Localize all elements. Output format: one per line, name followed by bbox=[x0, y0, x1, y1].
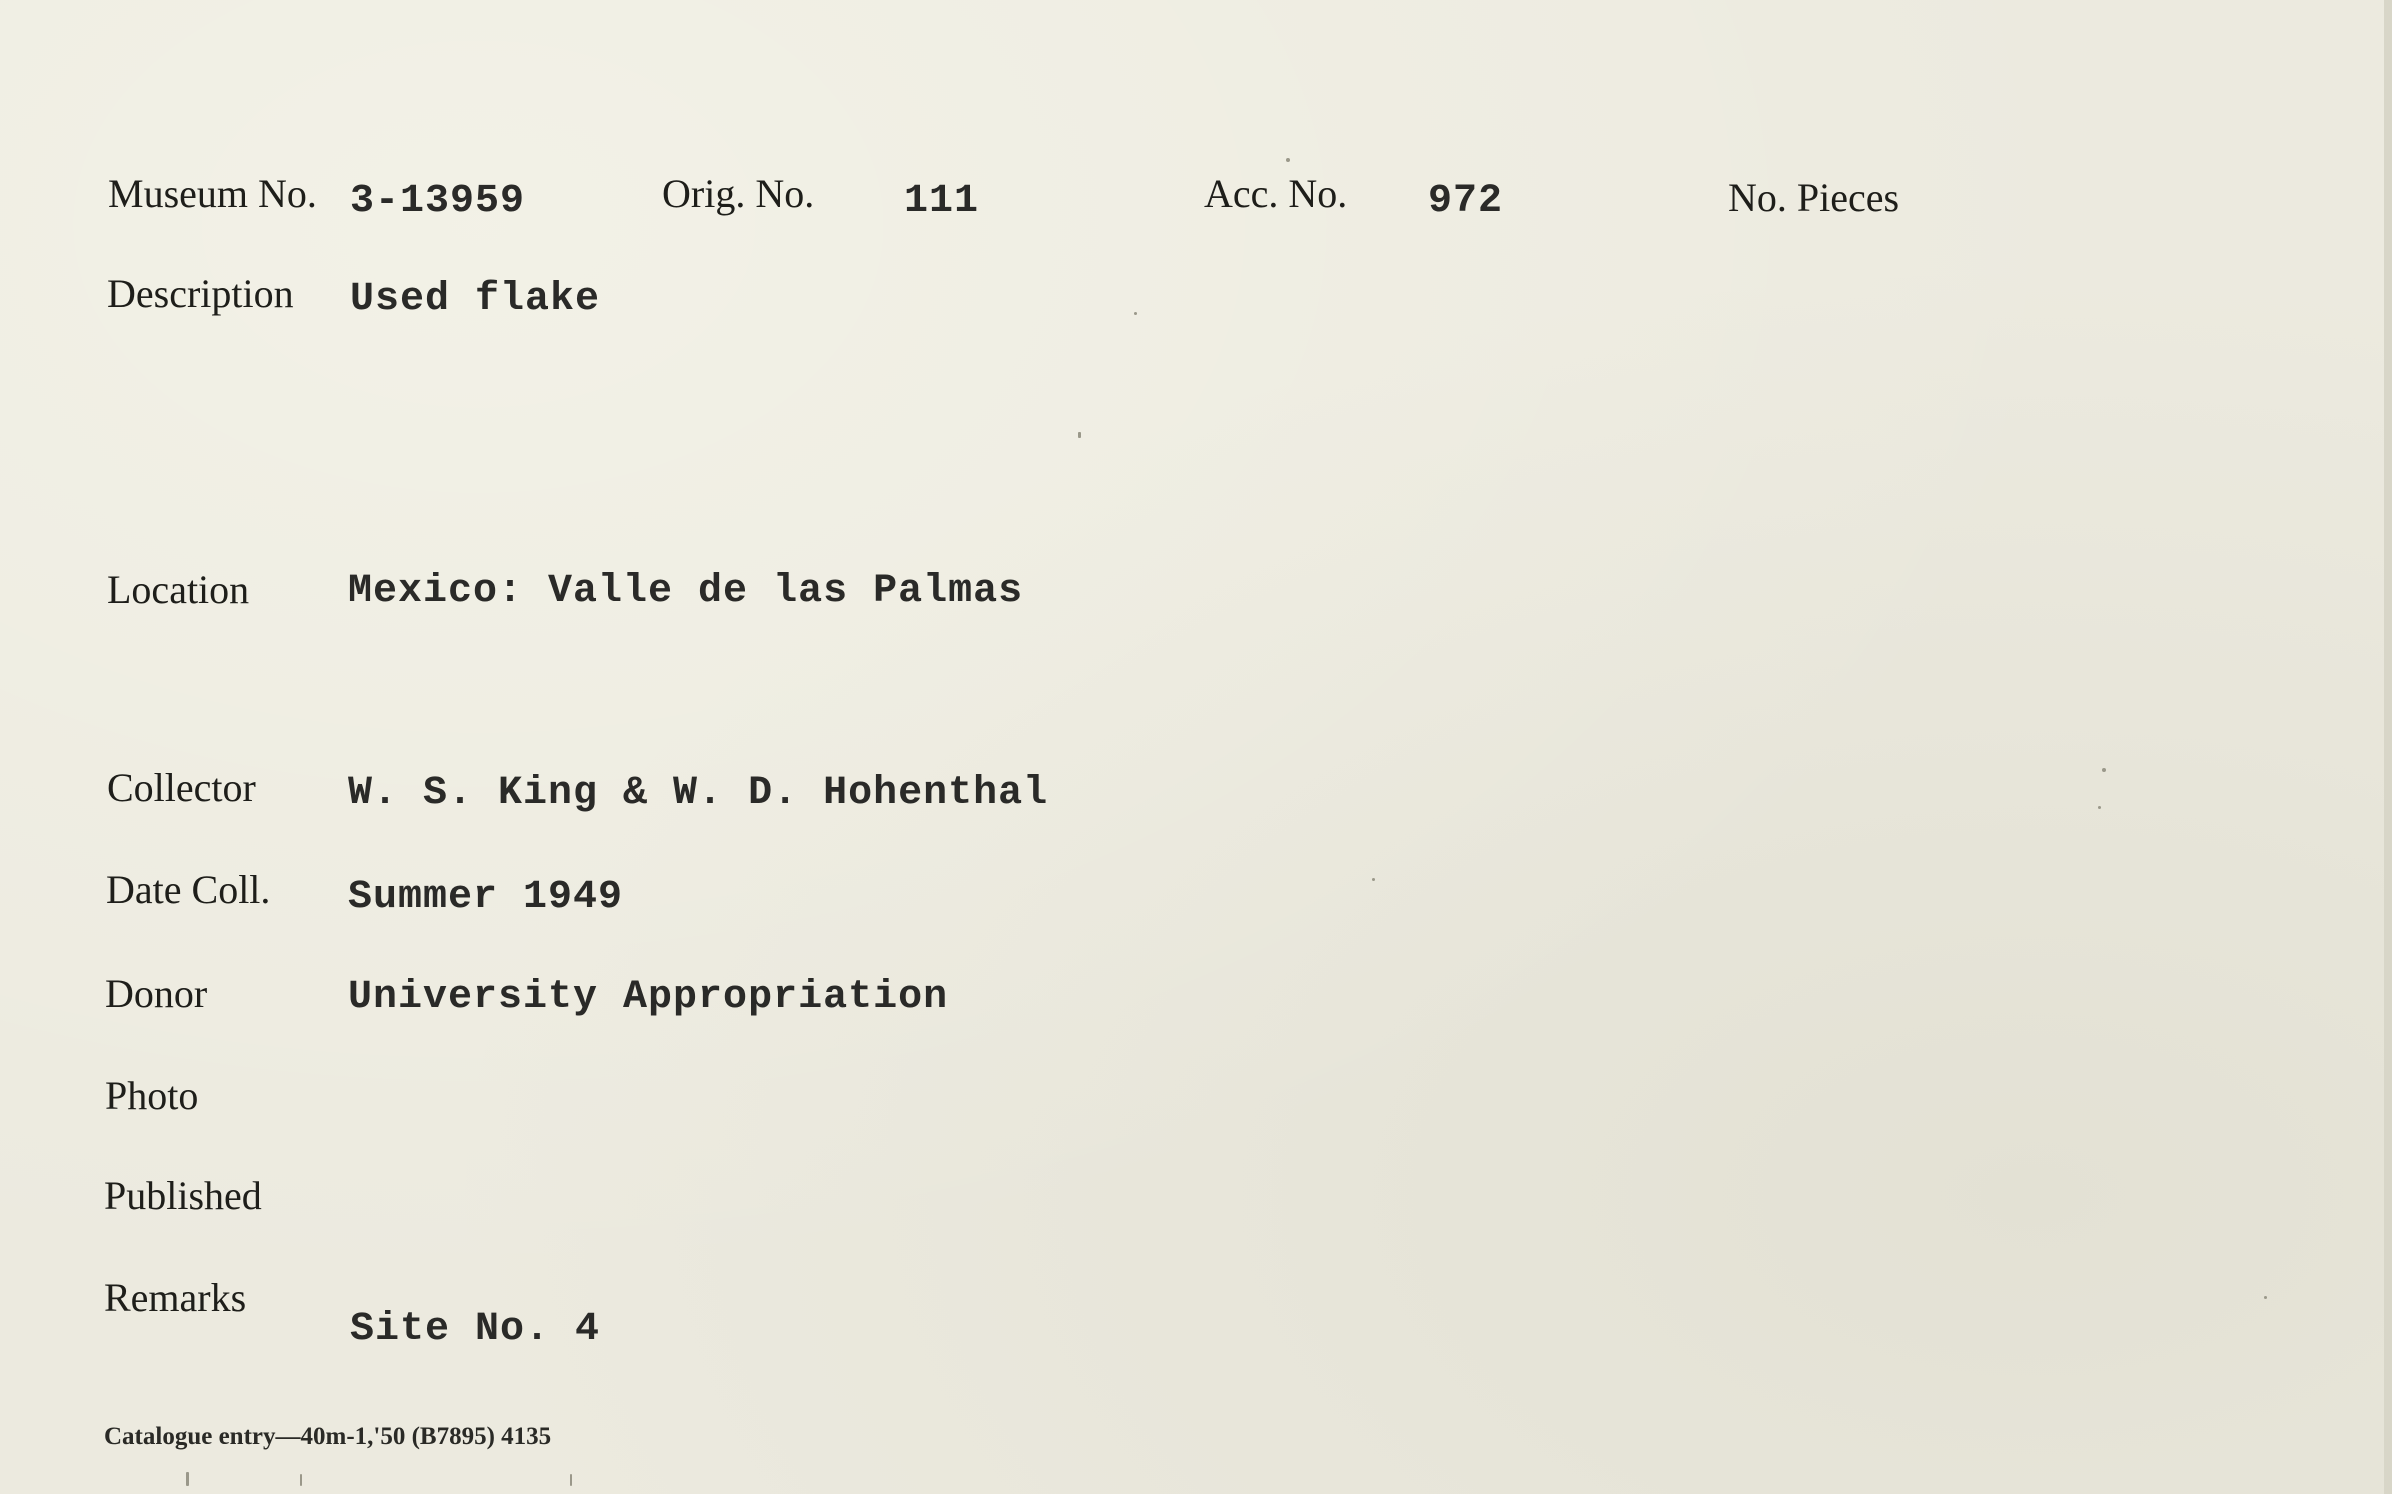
no-pieces-label: No. Pieces bbox=[1728, 175, 1900, 220]
remarks-value: Site No. 4 bbox=[350, 1307, 601, 1352]
orig-no-label: Orig. No. bbox=[662, 171, 815, 216]
paper-speck bbox=[2264, 1296, 2267, 1299]
paper-speck bbox=[300, 1474, 302, 1486]
paper-speck bbox=[1286, 158, 1290, 162]
location-label: Location bbox=[107, 567, 250, 612]
date-coll-label: Date Coll. bbox=[106, 867, 271, 912]
donor-label: Donor bbox=[105, 971, 208, 1016]
collector-label: Collector bbox=[107, 765, 256, 810]
description-label: Description bbox=[107, 271, 294, 316]
paper-speck bbox=[2102, 768, 2106, 772]
museum-no-label: Museum No. bbox=[108, 171, 317, 216]
acc-no-label: Acc. No. bbox=[1204, 171, 1348, 216]
donor-value: University Appropriation bbox=[348, 975, 949, 1020]
museum-no-value: 3-13959 bbox=[350, 179, 526, 224]
paper-speck bbox=[1372, 878, 1375, 881]
photo-label: Photo bbox=[105, 1073, 199, 1118]
remarks-label: Remarks bbox=[104, 1275, 247, 1320]
paper-speck bbox=[1134, 312, 1137, 315]
orig-no-value: 111 bbox=[904, 179, 980, 224]
paper-speck bbox=[2384, 0, 2392, 1494]
published-label: Published bbox=[104, 1173, 262, 1218]
paper-speck bbox=[1078, 432, 1081, 438]
acc-no-value: 972 bbox=[1428, 179, 1504, 224]
location-value: Mexico: Valle de las Palmas bbox=[348, 569, 1024, 614]
description-value: Used flake bbox=[350, 277, 601, 322]
date-coll-value: Summer 1949 bbox=[348, 875, 624, 920]
paper-speck bbox=[2098, 806, 2101, 809]
paper-speck bbox=[186, 1472, 189, 1486]
paper-speck bbox=[570, 1474, 572, 1486]
collector-value: W. S. King & W. D. Hohenthal bbox=[348, 771, 1049, 816]
catalogue-footer: Catalogue entry—40m-1,'50 (B7895) 4135 bbox=[104, 1423, 552, 1450]
